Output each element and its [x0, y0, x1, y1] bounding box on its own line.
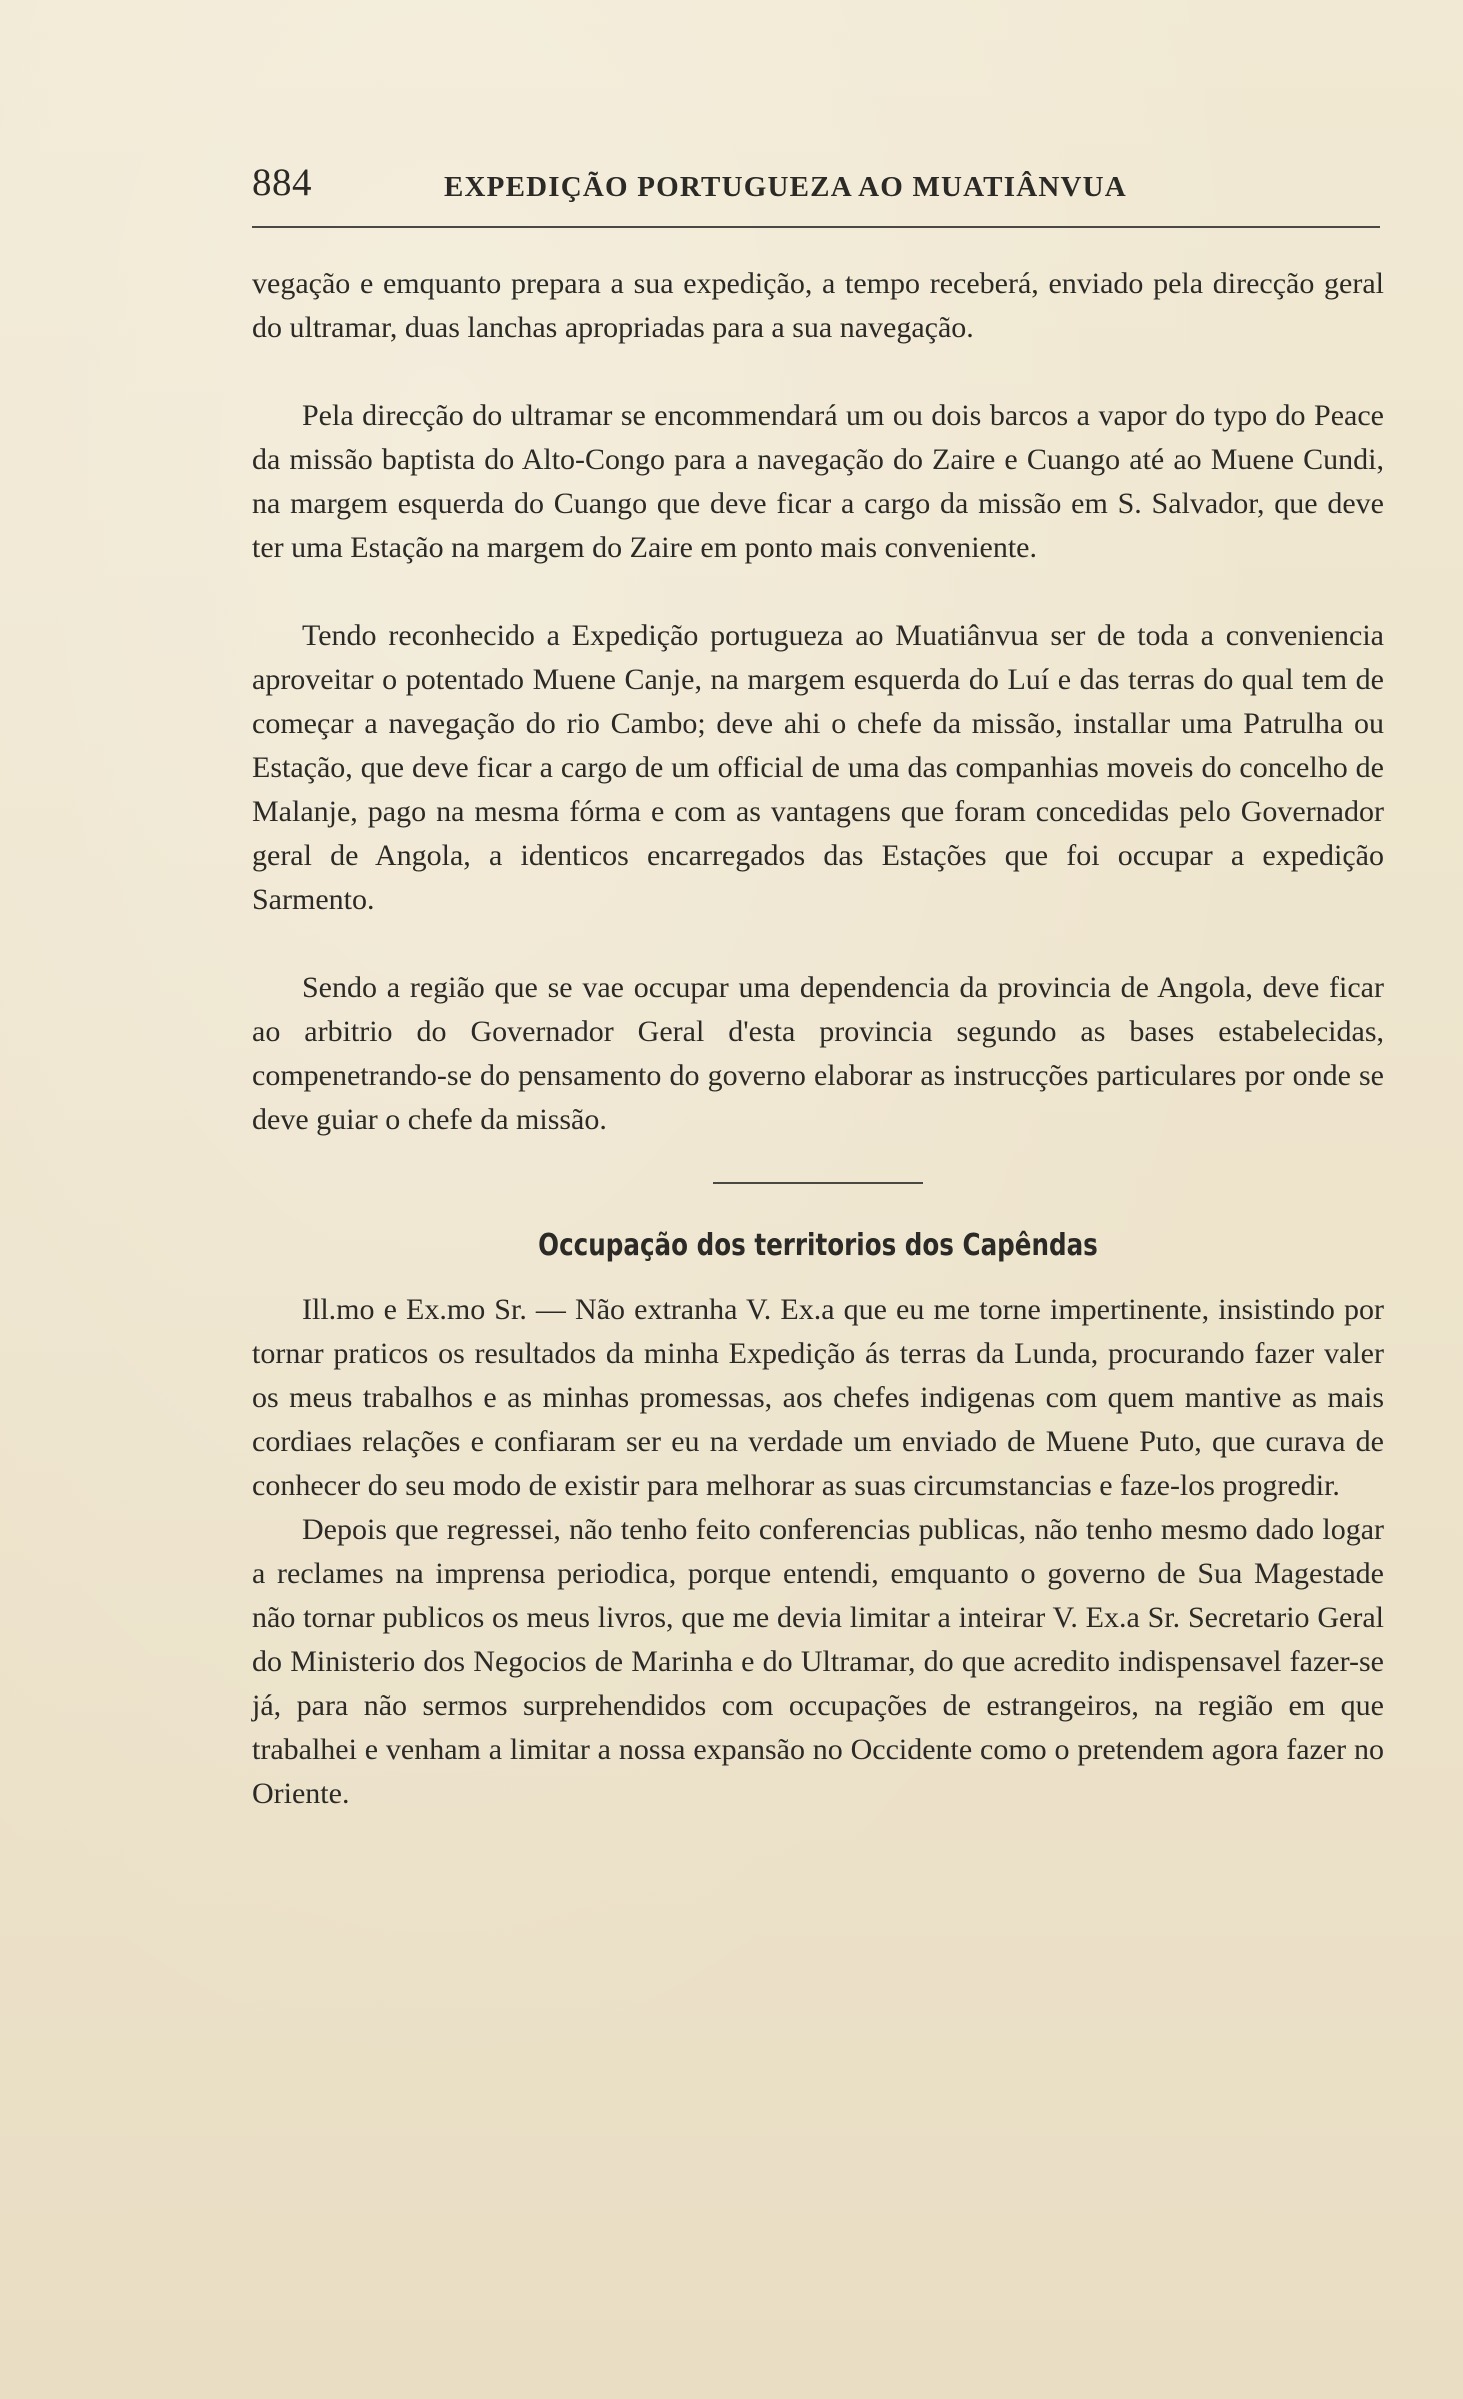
paragraph: Depois que regressei, não tenho feito conferencias publicas, não tenho mesmo dado logar a reclames na imprensa periodica, porque entendi, emquanto o governo de Sua Magestade não tornar publicos os meus livros, que me devia limitar a inteirar V. Ex.a Sr. Secretario Geral do Ministerio dos Negocios de Marinha e do Ultramar, do que acredito indispensavel fazer-se já, para não sermos surprehendidos com occupações de estrangeiros, na região em que trabalhei e venham a limitar a nossa expansão no Occidente como o pretendem agora fazer no Oriente.	[252, 1513, 1384, 1810]
paragraph: Tendo reconhecido a Expedição portugueza ao Muatiânvua ser de toda a conveniencia aproveitar o potentado Muene Canje, na margem esquerda do Luí e das terras do qual tem de começar a navegação do rio Cambo; deve ahi o chefe da missão, installar uma Patrulha ou Estação, que deve ficar a cargo de um official de uma das companhias moveis do concelho de Malanje, pago na mesma fórma e com as vantagens que foram concedidas pelo Governador geral de Angola, a identicos encarregados das Estações que foi occupar a expedição Sarmento.	[252, 619, 1384, 916]
paragraph: Pela direcção do ultramar se encommendará um ou dois barcos a vapor do typo do Peace da missão baptista do Alto-Congo para a navegação do Zaire e Cuango até ao Muene Cundi, na margem esquerda do Cuango que deve ficar a cargo da missão em S. Salvador, que deve ter uma Estação na margem do Zaire em ponto mais conveniente.	[252, 399, 1384, 564]
header-rule	[252, 226, 1380, 228]
page-header	[252, 160, 1382, 210]
body-text	[252, 262, 1384, 1816]
page-number: 884	[252, 161, 312, 204]
paragraph: vegação e emquanto prepara a sua expedição, a tempo receberá, enviado pela direcção geral do ultramar, duas lanchas apropriadas para a sua navegação.	[252, 267, 1384, 344]
paragraph: Ill.mo e Ex.mo Sr. — Não extranha V. Ex.a que eu me torne impertinente, insistindo por tornar praticos os resultados da minha Expedição ás terras da Lunda, procurando fazer valer os meus trabalhos e as minhas promessas, aos chefes indigenas com quem mantive as mais cordiaes relações e confiaram ser eu na verdade um enviado de Muene Puto, que curava de conhecer do seu modo de existir para melhorar as suas circumstancias e faze-los progredir.	[252, 1293, 1384, 1502]
running-title: EXPEDIÇÃO PORTUGUEZA AO MUATIÂNVUA	[444, 171, 1127, 203]
section-divider	[713, 1182, 923, 1184]
section-heading: Occupação dos territorios dos Capêndas	[538, 1228, 1098, 1263]
paragraph: Sendo a região que se vae occupar uma dependencia da provincia de Angola, deve ficar ao arbitrio do Governador Geral d'esta provincia segundo as bases estabelecidas, compenetrando-se do pensamento do governo elaborar as instrucções particulares por onde se deve guiar o chefe da missão.	[252, 971, 1384, 1136]
